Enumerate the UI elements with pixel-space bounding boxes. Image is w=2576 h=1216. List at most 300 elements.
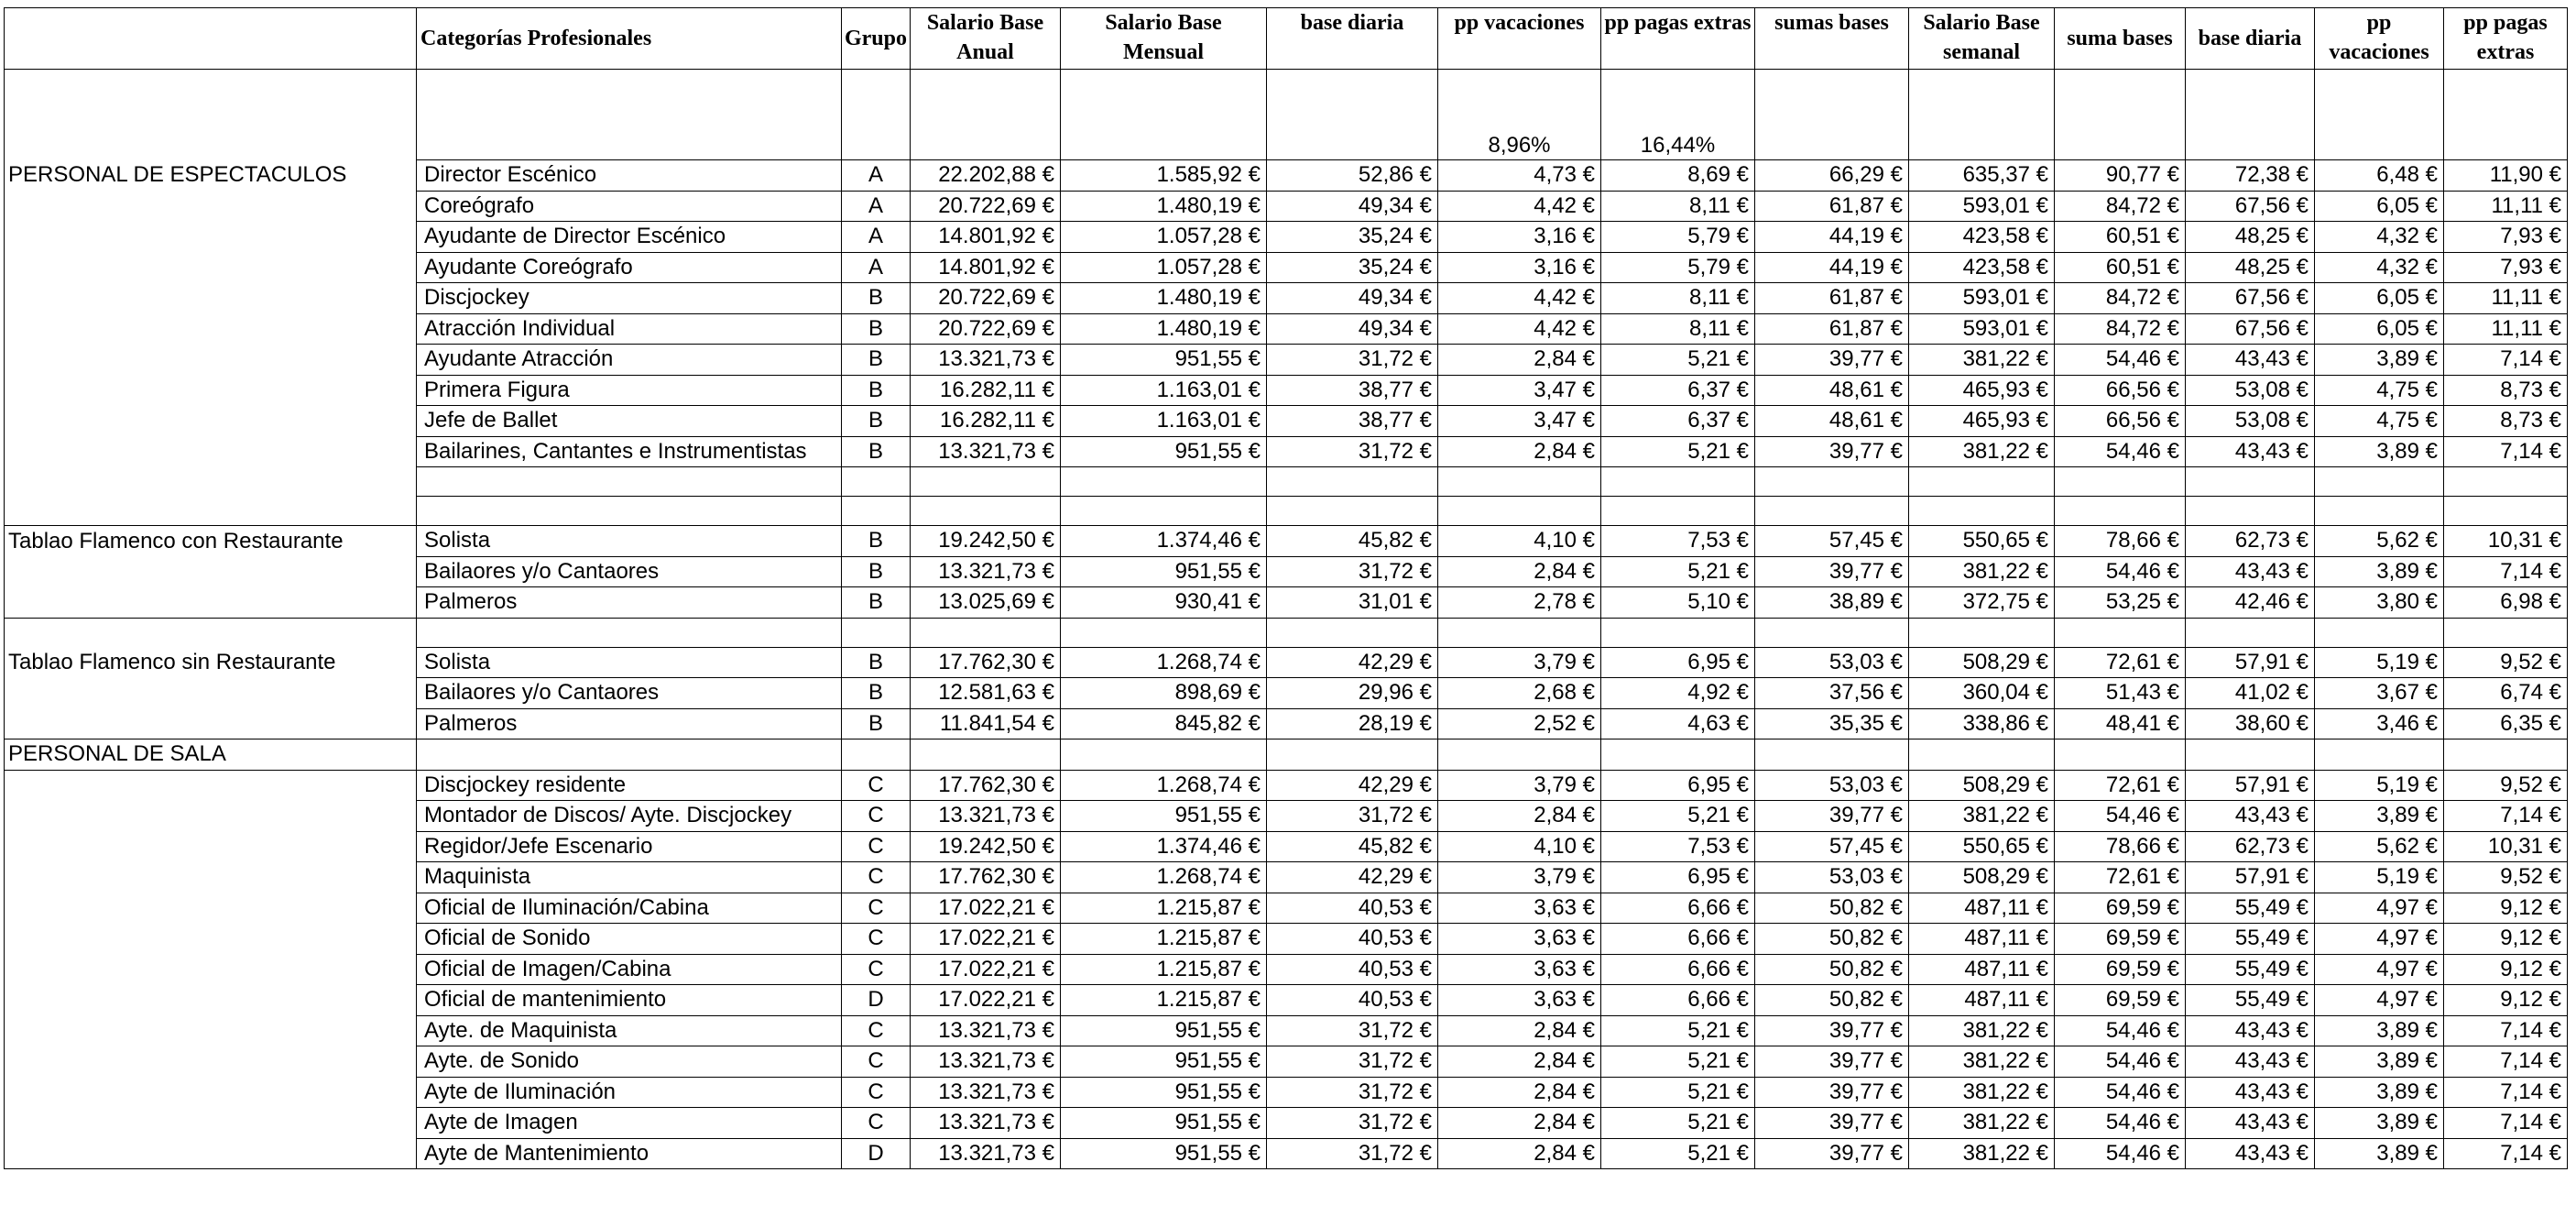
cell-suma-bases: 69,59 € — [2055, 893, 2186, 924]
cell-grupo: B — [842, 587, 911, 619]
cell-categoria: Montador de Discos/ Ayte. Discjockey — [417, 801, 842, 832]
cell-salario-semanal: 550,65 € — [1909, 526, 2055, 557]
table-row — [5, 160, 2568, 192]
cell-pp-vacaciones: 2,84 € — [1438, 1015, 1601, 1046]
cell-salario-semanal: 487,11 € — [1909, 954, 2055, 985]
cell-pp-vacaciones-2: 6,05 € — [2315, 283, 2444, 314]
cell-sumas-bases: 50,82 € — [1755, 985, 1909, 1016]
cell-pp-pagas: 5,79 € — [1601, 252, 1755, 283]
cell-pp-pagas: 7,53 € — [1601, 831, 1755, 862]
cell-salario-mensual: 951,55 € — [1061, 1015, 1267, 1046]
cell-salario-mensual: 930,41 € — [1061, 587, 1267, 619]
cell-base-diaria: 31,72 € — [1267, 1015, 1438, 1046]
cell-pp-vacaciones: 3,79 € — [1438, 862, 1601, 893]
cell-pp-vacaciones: 3,63 € — [1438, 924, 1601, 955]
cell-categoria: Bailaores y/o Cantaores — [417, 678, 842, 709]
cell-suma-bases: 54,46 € — [2055, 1108, 2186, 1139]
cell-salario-semanal: 487,11 € — [1909, 985, 2055, 1016]
cell-pp-pagas: 5,21 € — [1601, 436, 1755, 467]
cell-base-diaria: 49,34 € — [1267, 313, 1438, 345]
cell-pp-pagas: 5,21 € — [1601, 1108, 1755, 1139]
cell-grupo: C — [842, 1108, 911, 1139]
cell-grupo: D — [842, 985, 911, 1016]
cell-pp-pagas: 6,95 € — [1601, 770, 1755, 801]
section-label: Tablao Flamenco con Restaurante — [5, 526, 417, 557]
cell-base-diaria-2: 57,91 € — [2186, 862, 2315, 893]
cell-suma-bases: 51,43 € — [2055, 678, 2186, 709]
cell-suma-bases: 66,56 € — [2055, 406, 2186, 437]
cell-salario-mensual: 1.215,87 € — [1061, 924, 1267, 955]
cell-salario-mensual: 1.057,28 € — [1061, 252, 1267, 283]
cell-salario-mensual: 1.057,28 € — [1061, 222, 1267, 253]
cell-categoria: Director Escénico — [417, 160, 842, 192]
cell-salario-anual: 17.022,21 € — [911, 924, 1061, 955]
cell-pp-pagas-2: 7,14 € — [2444, 556, 2568, 587]
cell-suma-bases: 84,72 € — [2055, 313, 2186, 345]
cell-base-diaria: 49,34 € — [1267, 283, 1438, 314]
table-row — [5, 678, 2568, 709]
cell-pp-vacaciones-2: 5,19 € — [2315, 647, 2444, 678]
section-cell — [5, 406, 417, 437]
cell-salario-anual: 17.762,30 € — [911, 862, 1061, 893]
cell-pp-vacaciones: 2,84 € — [1438, 436, 1601, 467]
table-row — [5, 708, 2568, 739]
cell-pp-vacaciones: 2,84 € — [1438, 1077, 1601, 1108]
cell-salario-anual: 17.762,30 € — [911, 647, 1061, 678]
section-header-row — [5, 739, 2568, 771]
cell-salario-anual: 13.321,73 € — [911, 801, 1061, 832]
table-row — [5, 556, 2568, 587]
cell-pp-pagas: 4,92 € — [1601, 678, 1755, 709]
cell-salario-semanal: 381,22 € — [1909, 345, 2055, 376]
cell-pp-pagas: 6,95 € — [1601, 862, 1755, 893]
cell-pp-pagas: 4,63 € — [1601, 708, 1755, 739]
cell-suma-bases: 78,66 € — [2055, 831, 2186, 862]
cell-salario-semanal: 593,01 € — [1909, 283, 2055, 314]
section-cell — [5, 556, 417, 587]
cell-pp-pagas-2: 6,35 € — [2444, 708, 2568, 739]
cell-base-diaria-2: 43,43 € — [2186, 436, 2315, 467]
cell-salario-anual: 13.321,73 € — [911, 1077, 1061, 1108]
header-base-diaria: base diaria — [1267, 8, 1438, 70]
cell-base-diaria-2: 72,38 € — [2186, 160, 2315, 192]
section-cell — [5, 1046, 417, 1078]
cell-grupo: D — [842, 1138, 911, 1169]
table-row — [5, 375, 2568, 406]
cell-categoria: Discjockey residente — [417, 770, 842, 801]
cell-sumas-bases: 53,03 € — [1755, 647, 1909, 678]
cell-pp-pagas: 5,21 € — [1601, 556, 1755, 587]
cell-base-diaria-2: 55,49 € — [2186, 893, 2315, 924]
cell-salario-mensual: 951,55 € — [1061, 1138, 1267, 1169]
section-cell — [5, 801, 417, 832]
cell-pp-vacaciones: 2,68 € — [1438, 678, 1601, 709]
table-row — [5, 893, 2568, 924]
cell-base-diaria: 52,86 € — [1267, 160, 1438, 192]
cell-pp-pagas: 5,21 € — [1601, 1138, 1755, 1169]
cell-sumas-bases: 39,77 € — [1755, 1046, 1909, 1078]
cell-pp-pagas-2: 9,12 € — [2444, 985, 2568, 1016]
cell-base-diaria-2: 43,43 € — [2186, 556, 2315, 587]
cell-salario-semanal: 381,22 € — [1909, 1108, 2055, 1139]
cell-sumas-bases: 39,77 € — [1755, 1015, 1909, 1046]
cell-sumas-bases: 39,77 € — [1755, 1138, 1909, 1169]
section-cell — [5, 1108, 417, 1139]
cell-pp-vacaciones-2: 3,80 € — [2315, 587, 2444, 619]
cell-base-diaria-2: 43,43 € — [2186, 1077, 2315, 1108]
table-row — [5, 313, 2568, 345]
cell-pp-pagas-2: 10,31 € — [2444, 526, 2568, 557]
cell-categoria: Ayte. de Maquinista — [417, 1015, 842, 1046]
cell-pp-vacaciones-2: 4,32 € — [2315, 222, 2444, 253]
section-cell — [5, 283, 417, 314]
cell-grupo: C — [842, 1015, 911, 1046]
cell-pp-vacaciones-2: 3,89 € — [2315, 1077, 2444, 1108]
cell-base-diaria: 42,29 € — [1267, 647, 1438, 678]
cell-base-diaria: 42,29 € — [1267, 862, 1438, 893]
cell-pp-pagas-2: 7,93 € — [2444, 252, 2568, 283]
cell-pp-pagas-2: 11,11 € — [2444, 283, 2568, 314]
cell-categoria: Solista — [417, 526, 842, 557]
cell-salario-anual: 16.282,11 € — [911, 406, 1061, 437]
cell-salario-mensual: 1.215,87 € — [1061, 985, 1267, 1016]
cell-suma-bases: 72,61 € — [2055, 770, 2186, 801]
cell-pp-pagas-2: 7,14 € — [2444, 1015, 2568, 1046]
cell-pp-pagas: 5,21 € — [1601, 1077, 1755, 1108]
cell-pp-vacaciones: 3,47 € — [1438, 375, 1601, 406]
section-label: Tablao Flamenco sin Restaurante — [5, 647, 417, 678]
cell-salario-anual: 17.022,21 € — [911, 893, 1061, 924]
header-pp-vacaciones-2: pp vacaciones — [2315, 8, 2444, 70]
cell-grupo: B — [842, 436, 911, 467]
cell-sumas-bases: 39,77 € — [1755, 801, 1909, 832]
cell-pp-vacaciones: 4,10 € — [1438, 831, 1601, 862]
table-row — [5, 283, 2568, 314]
table-row — [5, 526, 2568, 557]
cell-salario-mensual: 1.163,01 € — [1061, 375, 1267, 406]
cell-pp-pagas: 5,21 € — [1601, 1015, 1755, 1046]
cell-base-diaria: 38,77 € — [1267, 406, 1438, 437]
cell-pp-pagas-2: 8,73 € — [2444, 375, 2568, 406]
table-row — [5, 1108, 2568, 1139]
section-cell — [5, 587, 417, 619]
section-cell — [5, 313, 417, 345]
cell-sumas-bases: 53,03 € — [1755, 862, 1909, 893]
cell-pp-pagas: 6,95 € — [1601, 647, 1755, 678]
cell-categoria: Atracción Individual — [417, 313, 842, 345]
cell-salario-mensual: 951,55 € — [1061, 436, 1267, 467]
cell-grupo: B — [842, 406, 911, 437]
section-cell — [5, 770, 417, 801]
table-row — [5, 222, 2568, 253]
cell-pp-pagas: 5,79 € — [1601, 222, 1755, 253]
cell-pp-vacaciones-2: 5,62 € — [2315, 526, 2444, 557]
cell-salario-anual: 20.722,69 € — [911, 313, 1061, 345]
cell-base-diaria-2: 43,43 € — [2186, 1015, 2315, 1046]
cell-pp-pagas: 5,10 € — [1601, 587, 1755, 619]
section-cell — [5, 1138, 417, 1169]
cell-salario-mensual: 1.480,19 € — [1061, 191, 1267, 222]
cell-grupo: A — [842, 222, 911, 253]
cell-sumas-bases: 39,77 € — [1755, 345, 1909, 376]
section-cell — [5, 862, 417, 893]
section-cell — [5, 252, 417, 283]
cell-sumas-bases: 44,19 € — [1755, 252, 1909, 283]
cell-sumas-bases: 39,77 € — [1755, 1077, 1909, 1108]
cell-pp-vacaciones-2: 6,05 € — [2315, 313, 2444, 345]
table-row — [5, 252, 2568, 283]
cell-sumas-bases: 39,77 € — [1755, 556, 1909, 587]
cell-grupo: A — [842, 252, 911, 283]
cell-pp-pagas-2: 9,52 € — [2444, 770, 2568, 801]
cell-pp-vacaciones-2: 3,89 € — [2315, 1108, 2444, 1139]
header-salario-semanal: Salario Base semanal — [1909, 8, 2055, 70]
cell-pp-vacaciones-2: 4,97 € — [2315, 924, 2444, 955]
section-cell — [5, 924, 417, 955]
cell-pp-pagas: 6,66 € — [1601, 893, 1755, 924]
cell-suma-bases: 54,46 € — [2055, 436, 2186, 467]
header-pp-pagas: pp pagas extras — [1601, 8, 1755, 70]
cell-pp-vacaciones-2: 3,89 € — [2315, 1046, 2444, 1078]
cell-salario-anual: 14.801,92 € — [911, 222, 1061, 253]
cell-salario-anual: 19.242,50 € — [911, 526, 1061, 557]
cell-salario-anual: 17.762,30 € — [911, 770, 1061, 801]
cell-salario-semanal: 593,01 € — [1909, 191, 2055, 222]
cell-categoria: Oficial de Iluminación/Cabina — [417, 893, 842, 924]
cell-suma-bases: 54,46 € — [2055, 801, 2186, 832]
cell-suma-bases: 69,59 € — [2055, 954, 2186, 985]
cell-salario-anual: 13.321,73 € — [911, 1046, 1061, 1078]
cell-grupo: B — [842, 375, 911, 406]
cell-grupo: B — [842, 345, 911, 376]
cell-base-diaria: 31,72 € — [1267, 1077, 1438, 1108]
cell-pp-vacaciones-2: 6,05 € — [2315, 191, 2444, 222]
cell-pp-pagas: 6,66 € — [1601, 954, 1755, 985]
cell-base-diaria: 45,82 € — [1267, 831, 1438, 862]
cell-sumas-bases: 44,19 € — [1755, 222, 1909, 253]
pct-vacaciones: 8,96% — [1438, 70, 1601, 160]
header-pp-vacaciones: pp vacaciones — [1438, 8, 1601, 70]
cell-pp-vacaciones: 2,84 € — [1438, 345, 1601, 376]
cell-categoria: Regidor/Jefe Escenario — [417, 831, 842, 862]
cell-base-diaria-2: 42,46 € — [2186, 587, 2315, 619]
cell-pp-vacaciones: 3,79 € — [1438, 770, 1601, 801]
cell-pp-vacaciones-2: 4,97 € — [2315, 954, 2444, 985]
cell-pp-vacaciones-2: 3,89 € — [2315, 436, 2444, 467]
cell-salario-mensual: 951,55 € — [1061, 556, 1267, 587]
cell-salario-semanal: 487,11 € — [1909, 893, 2055, 924]
cell-suma-bases: 60,51 € — [2055, 252, 2186, 283]
cell-sumas-bases: 53,03 € — [1755, 770, 1909, 801]
cell-categoria: Jefe de Ballet — [417, 406, 842, 437]
cell-categoria: Bailaores y/o Cantaores — [417, 556, 842, 587]
cell-categoria: Primera Figura — [417, 375, 842, 406]
table-row — [5, 1138, 2568, 1169]
cell-suma-bases: 54,46 € — [2055, 1046, 2186, 1078]
cell-pp-vacaciones-2: 4,32 € — [2315, 252, 2444, 283]
cell-grupo: B — [842, 647, 911, 678]
cell-salario-semanal: 381,22 € — [1909, 436, 2055, 467]
cell-base-diaria-2: 67,56 € — [2186, 191, 2315, 222]
cell-pp-pagas: 8,11 € — [1601, 313, 1755, 345]
section-cell — [5, 954, 417, 985]
cell-pp-vacaciones: 4,42 € — [1438, 191, 1601, 222]
cell-grupo: B — [842, 526, 911, 557]
cell-pp-vacaciones-2: 4,75 € — [2315, 406, 2444, 437]
table-row — [5, 831, 2568, 862]
cell-salario-semanal: 635,37 € — [1909, 160, 2055, 192]
cell-salario-anual: 13.321,73 € — [911, 1108, 1061, 1139]
cell-grupo: A — [842, 191, 911, 222]
header-suma-bases: suma bases — [2055, 8, 2186, 70]
cell-salario-semanal: 423,58 € — [1909, 222, 2055, 253]
header-section — [5, 8, 417, 70]
cell-base-diaria-2: 67,56 € — [2186, 283, 2315, 314]
cell-suma-bases: 54,46 € — [2055, 1138, 2186, 1169]
cell-salario-anual: 20.722,69 € — [911, 191, 1061, 222]
cell-salario-anual: 13.321,73 € — [911, 1015, 1061, 1046]
cell-categoria: Oficial de Imagen/Cabina — [417, 954, 842, 985]
cell-pp-vacaciones: 2,84 € — [1438, 1108, 1601, 1139]
section-cell — [5, 436, 417, 467]
cell-base-diaria: 28,19 € — [1267, 708, 1438, 739]
cell-pp-vacaciones: 2,52 € — [1438, 708, 1601, 739]
table-row — [5, 954, 2568, 985]
cell-salario-anual: 13.321,73 € — [911, 1138, 1061, 1169]
section-cell — [5, 708, 417, 739]
cell-base-diaria-2: 43,43 € — [2186, 1138, 2315, 1169]
cell-pp-pagas: 5,21 € — [1601, 345, 1755, 376]
cell-sumas-bases: 39,77 € — [1755, 1108, 1909, 1139]
cell-salario-semanal: 423,58 € — [1909, 252, 2055, 283]
cell-base-diaria-2: 48,25 € — [2186, 222, 2315, 253]
table-row — [5, 406, 2568, 437]
cell-salario-mensual: 951,55 € — [1061, 1046, 1267, 1078]
cell-base-diaria-2: 41,02 € — [2186, 678, 2315, 709]
cell-pp-vacaciones-2: 5,19 € — [2315, 770, 2444, 801]
cell-sumas-bases: 50,82 € — [1755, 924, 1909, 955]
cell-suma-bases: 72,61 € — [2055, 862, 2186, 893]
cell-base-diaria: 38,77 € — [1267, 375, 1438, 406]
cell-pp-vacaciones: 4,73 € — [1438, 160, 1601, 192]
cell-salario-semanal: 508,29 € — [1909, 862, 2055, 893]
section-label: PERSONAL DE ESPECTACULOS — [5, 160, 417, 192]
cell-grupo: C — [842, 801, 911, 832]
cell-grupo: C — [842, 831, 911, 862]
cell-categoria: Palmeros — [417, 708, 842, 739]
cell-salario-mensual: 951,55 € — [1061, 1108, 1267, 1139]
cell-base-diaria-2: 38,60 € — [2186, 708, 2315, 739]
cell-salario-mensual: 898,69 € — [1061, 678, 1267, 709]
cell-pp-vacaciones: 3,63 € — [1438, 954, 1601, 985]
percentage-row — [5, 70, 2568, 160]
cell-base-diaria-2: 43,43 € — [2186, 801, 2315, 832]
cell-salario-semanal: 593,01 € — [1909, 313, 2055, 345]
cell-suma-bases: 54,46 € — [2055, 345, 2186, 376]
cell-salario-semanal: 372,75 € — [1909, 587, 2055, 619]
cell-pp-pagas: 6,66 € — [1601, 924, 1755, 955]
cell-categoria: Discjockey — [417, 283, 842, 314]
table-row — [5, 1077, 2568, 1108]
cell-grupo: B — [842, 283, 911, 314]
cell-pp-pagas-2: 9,52 € — [2444, 862, 2568, 893]
cell-pp-pagas: 6,37 € — [1601, 406, 1755, 437]
cell-categoria: Bailarines, Cantantes e Instrumentistas — [417, 436, 842, 467]
cell-base-diaria: 40,53 € — [1267, 924, 1438, 955]
cell-pp-pagas-2: 11,11 € — [2444, 313, 2568, 345]
cell-pp-vacaciones: 2,78 € — [1438, 587, 1601, 619]
cell-salario-anual: 13.321,73 € — [911, 556, 1061, 587]
cell-grupo: C — [842, 862, 911, 893]
cell-pp-vacaciones-2: 3,67 € — [2315, 678, 2444, 709]
cell-sumas-bases: 48,61 € — [1755, 406, 1909, 437]
cell-salario-semanal: 360,04 € — [1909, 678, 2055, 709]
cell-salario-anual: 11.841,54 € — [911, 708, 1061, 739]
cell-categoria: Ayudante Atracción — [417, 345, 842, 376]
cell-base-diaria: 31,72 € — [1267, 1138, 1438, 1169]
cell-pp-vacaciones-2: 3,89 € — [2315, 801, 2444, 832]
cell-suma-bases: 90,77 € — [2055, 160, 2186, 192]
cell-sumas-bases: 61,87 € — [1755, 283, 1909, 314]
cell-sumas-bases: 57,45 € — [1755, 526, 1909, 557]
cell-salario-semanal: 381,22 € — [1909, 1046, 2055, 1078]
cell-suma-bases: 69,59 € — [2055, 985, 2186, 1016]
section-cell — [5, 345, 417, 376]
cell-base-diaria: 42,29 € — [1267, 770, 1438, 801]
cell-base-diaria: 31,72 € — [1267, 345, 1438, 376]
table-row — [5, 647, 2568, 678]
cell-salario-anual: 17.022,21 € — [911, 985, 1061, 1016]
cell-base-diaria: 35,24 € — [1267, 252, 1438, 283]
header-categoria: Categorías Profesionales — [417, 8, 842, 70]
cell-base-diaria: 45,82 € — [1267, 526, 1438, 557]
cell-pp-pagas-2: 9,12 € — [2444, 893, 2568, 924]
cell-grupo: C — [842, 954, 911, 985]
cell-salario-anual: 13.321,73 € — [911, 436, 1061, 467]
table-row — [5, 1046, 2568, 1078]
cell-salario-semanal: 508,29 € — [1909, 770, 2055, 801]
cell-salario-mensual: 1.480,19 € — [1061, 283, 1267, 314]
cell-suma-bases: 69,59 € — [2055, 924, 2186, 955]
cell-suma-bases: 72,61 € — [2055, 647, 2186, 678]
cell-sumas-bases: 50,82 € — [1755, 954, 1909, 985]
cell-categoria: Ayte de Iluminación — [417, 1077, 842, 1108]
table-row — [5, 345, 2568, 376]
cell-pp-vacaciones-2: 4,97 € — [2315, 893, 2444, 924]
cell-sumas-bases: 61,87 € — [1755, 313, 1909, 345]
cell-suma-bases: 60,51 € — [2055, 222, 2186, 253]
cell-sumas-bases: 66,29 € — [1755, 160, 1909, 192]
cell-salario-semanal: 381,22 € — [1909, 1077, 2055, 1108]
cell-salario-semanal: 465,93 € — [1909, 406, 2055, 437]
cell-base-diaria-2: 57,91 € — [2186, 770, 2315, 801]
cell-categoria: Oficial de Sonido — [417, 924, 842, 955]
cell-pp-vacaciones: 4,42 € — [1438, 283, 1601, 314]
cell-salario-mensual: 1.268,74 € — [1061, 862, 1267, 893]
cell-base-diaria: 40,53 € — [1267, 954, 1438, 985]
cell-pp-vacaciones: 2,84 € — [1438, 1046, 1601, 1078]
cell-pp-pagas-2: 6,98 € — [2444, 587, 2568, 619]
section-label: PERSONAL DE SALA — [5, 739, 417, 771]
cell-suma-bases: 54,46 € — [2055, 556, 2186, 587]
table-row — [5, 924, 2568, 955]
cell-salario-mensual: 1.215,87 € — [1061, 893, 1267, 924]
cell-pp-vacaciones-2: 3,89 € — [2315, 1015, 2444, 1046]
cell-pp-pagas-2: 6,74 € — [2444, 678, 2568, 709]
cell-base-diaria: 31,72 € — [1267, 556, 1438, 587]
cell-salario-semanal: 338,86 € — [1909, 708, 2055, 739]
cell-salario-mensual: 1.163,01 € — [1061, 406, 1267, 437]
